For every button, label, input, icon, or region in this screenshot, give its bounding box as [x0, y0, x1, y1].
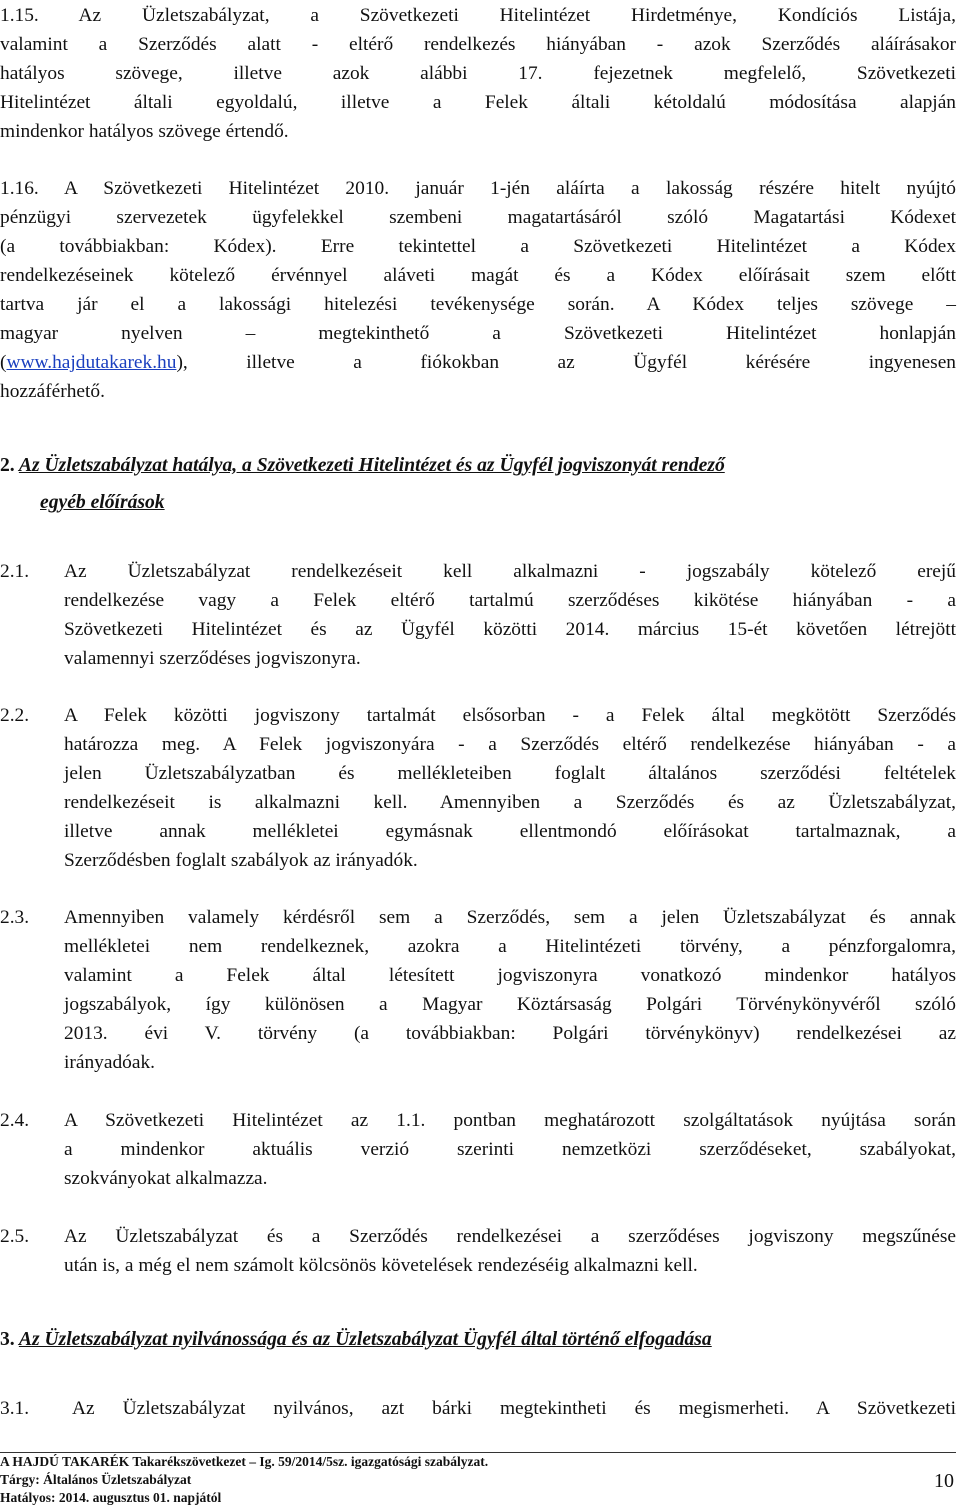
paragraph-line: magyar nyelven – megtekinthető a Szövetkezeti Hitelintézet honlapján — [0, 323, 956, 344]
paragraph-line: jogszabályok, így különösen a Magyar Köztársaság Polgári Törvénykönyvéről szóló — [64, 994, 956, 1015]
website-link[interactable]: www.hajdutakarek.hu — [6, 352, 177, 373]
paragraph-line — [0, 351, 956, 375]
paragraph-line: valamint a Felek által létesített jogviszonyra vonatkozó mindenkor hatályos — [64, 965, 956, 986]
section-number: 1.16. — [0, 178, 39, 199]
paragraph-line: a mindenkor aktuális verzió szerinti nemzetközi szerződéseket, szabályokat, — [64, 1139, 956, 1160]
paragraph-line: 2013. évi V. törvény (a továbbiakban: Polgári törvénykönyv) rendelkezései az — [64, 1023, 956, 1044]
heading-text: Az Üzletszabályzat hatálya, a Szövetkezeti Hitelintézet és az Ügyfél jogviszonyát rendező — [18, 455, 725, 476]
paragraph-line: Az Üzletszabályzat nyilvános, azt bárki megtekintheti és megismerheti. A Szövetkezeti — [72, 1398, 956, 1419]
paragraph-line: Szerződésben foglalt szabályok az irányadók. — [64, 850, 418, 871]
paragraph-line: rendelkezéseit is alkalmazni kell. Amennyiben a Szerződés és az Üzletszabályzat, — [64, 792, 956, 813]
heading-text: Az Üzletszabályzat nyilvánossága és az Üzletszabályzat Ügyfél által történő elfogadása — [18, 1329, 712, 1350]
section-number: 2.2. — [0, 705, 30, 726]
paragraph-line: Az Üzletszabályzat rendelkezéseit kell alkalmazni - jogszabály kötelező erejű — [64, 561, 956, 582]
paragraph-text: A Szövetkezeti Hitelintézet 2010. január 1-jén aláírta a lakosság részére hitelt nyújtó — [64, 178, 956, 199]
section-number: 2.1. — [0, 561, 30, 582]
section-number: 2.4. — [0, 1110, 30, 1131]
paragraph-line: jelen Üzletszabályzatban és mellékleteiben foglalt általános szerződési feltételek — [64, 763, 956, 784]
paragraph-line: irányadóak. — [64, 1052, 155, 1073]
section-number: 2.5. — [0, 1226, 30, 1247]
heading-number: 3. — [0, 1329, 15, 1350]
paragraph-text: Az Üzletszabályzat, a Szövetkezeti Hitelintézet Hirdetménye, Kondíciós Listája, — [78, 5, 956, 26]
section-number: 1.15. — [0, 5, 39, 26]
section-heading-2-cont — [40, 490, 165, 516]
heading-number: 2. — [0, 455, 15, 476]
paragraph-line: tartva jár el a lakossági hitelezési tevékenysége során. A Kódex teljes szövege – — [0, 294, 956, 315]
paragraph-line: illetve annak mellékletei egymásnak ellentmondó előírásokat tartalmaznak, a — [64, 821, 956, 842]
paragraph-line: rendelkezéseinek kötelező érvénnyel aláveti magát és a Kódex előírásait szem előtt — [0, 265, 956, 286]
paragraph-line: határozza meg. A Felek jogviszonyára - a Szerződés eltérő rendelkezése hiányában - a — [64, 734, 956, 755]
paragraph-line: valamennyi szerződéses jogviszonyra. — [64, 648, 361, 669]
section-number: 3.1. — [0, 1398, 30, 1419]
footer-effective-date: Hatályos: 2014. augusztus 01. napjától — [0, 1490, 222, 1505]
paragraph-line: Hitelintézet általi egyoldalú, illetve a Felek általi kétoldalú módosítása alapján — [0, 92, 956, 113]
paragraph-line: mellékletei nem rendelkeznek, azokra a Hitelintézeti törvény, a pénzforgalomra, — [64, 936, 956, 957]
paragraph-line: rendelkezése vagy a Felek eltérő tartalmú szerződéses kikötése hiányában - a — [64, 590, 956, 611]
section-heading-2 — [0, 453, 725, 479]
heading-text: egyéb előírások — [40, 492, 165, 513]
section-number: 2.3. — [0, 907, 30, 928]
paragraph-line: mindenkor hatályos szövege értendő. — [0, 121, 289, 142]
section-heading-3 — [0, 1327, 712, 1353]
page-number: 10 — [934, 1470, 954, 1492]
paragraph-line: (a továbbiakban: Kódex). Erre tekintettel a Szövetkezeti Hitelintézet a Kódex — [0, 236, 956, 257]
paragraph-line: hozzáférhető. — [0, 381, 105, 402]
paragraph-text: ), illetve a fiókokban az Ügyfél kérésére ingyenesen — [176, 352, 956, 373]
paragraph-line: után is, a még el nem számolt kölcsönös követelések rendezéséig alkalmazni kell. — [64, 1255, 698, 1276]
footer-subject: Tárgy: Általános Üzletszabályzat — [0, 1472, 192, 1487]
paragraph-line: A Felek közötti jogviszony tartalmát elsősorban - a Felek által megkötött Szerződés — [64, 705, 956, 726]
paragraph-line: szokványokat alkalmazza. — [64, 1168, 268, 1189]
paragraph-line: A Szövetkezeti Hitelintézet az 1.1. pontban meghatározott szolgáltatások nyújtása során — [64, 1110, 956, 1131]
paragraph-line — [0, 4, 956, 28]
paragraph-line: valamint a Szerződés alatt - eltérő rendelkezés hiányában - azok Szerződés aláírásakor — [0, 34, 956, 55]
paragraph-line: Szövetkezeti Hitelintézet és az Ügyfél közötti 2014. március 15-ét követően létrejött — [64, 619, 956, 640]
paragraph-line: hatályos szövege, illetve azok alábbi 17. fejezetnek megfelelő, Szövetkezeti — [0, 63, 956, 84]
footer-institution: A HAJDÚ TAKARÉK Takarékszövetkezet – Ig. 59/2014/5sz. igazgatósági szabályzat. — [0, 1454, 489, 1469]
paragraph-line: Amennyiben valamely kérdésről sem a Szerződés, sem a jelen Üzletszabályzat és annak — [64, 907, 956, 928]
paragraph-line: Az Üzletszabályzat és a Szerződés rendelkezései a szerződéses jogviszony megszűnése — [64, 1226, 956, 1247]
paren-open: ( — [0, 352, 7, 373]
paragraph-line: pénzügyi szervezetek ügyfelekkel szembeni magatartásáról szóló Magatartási Kódexet — [0, 207, 956, 228]
paragraph-line — [0, 177, 956, 201]
